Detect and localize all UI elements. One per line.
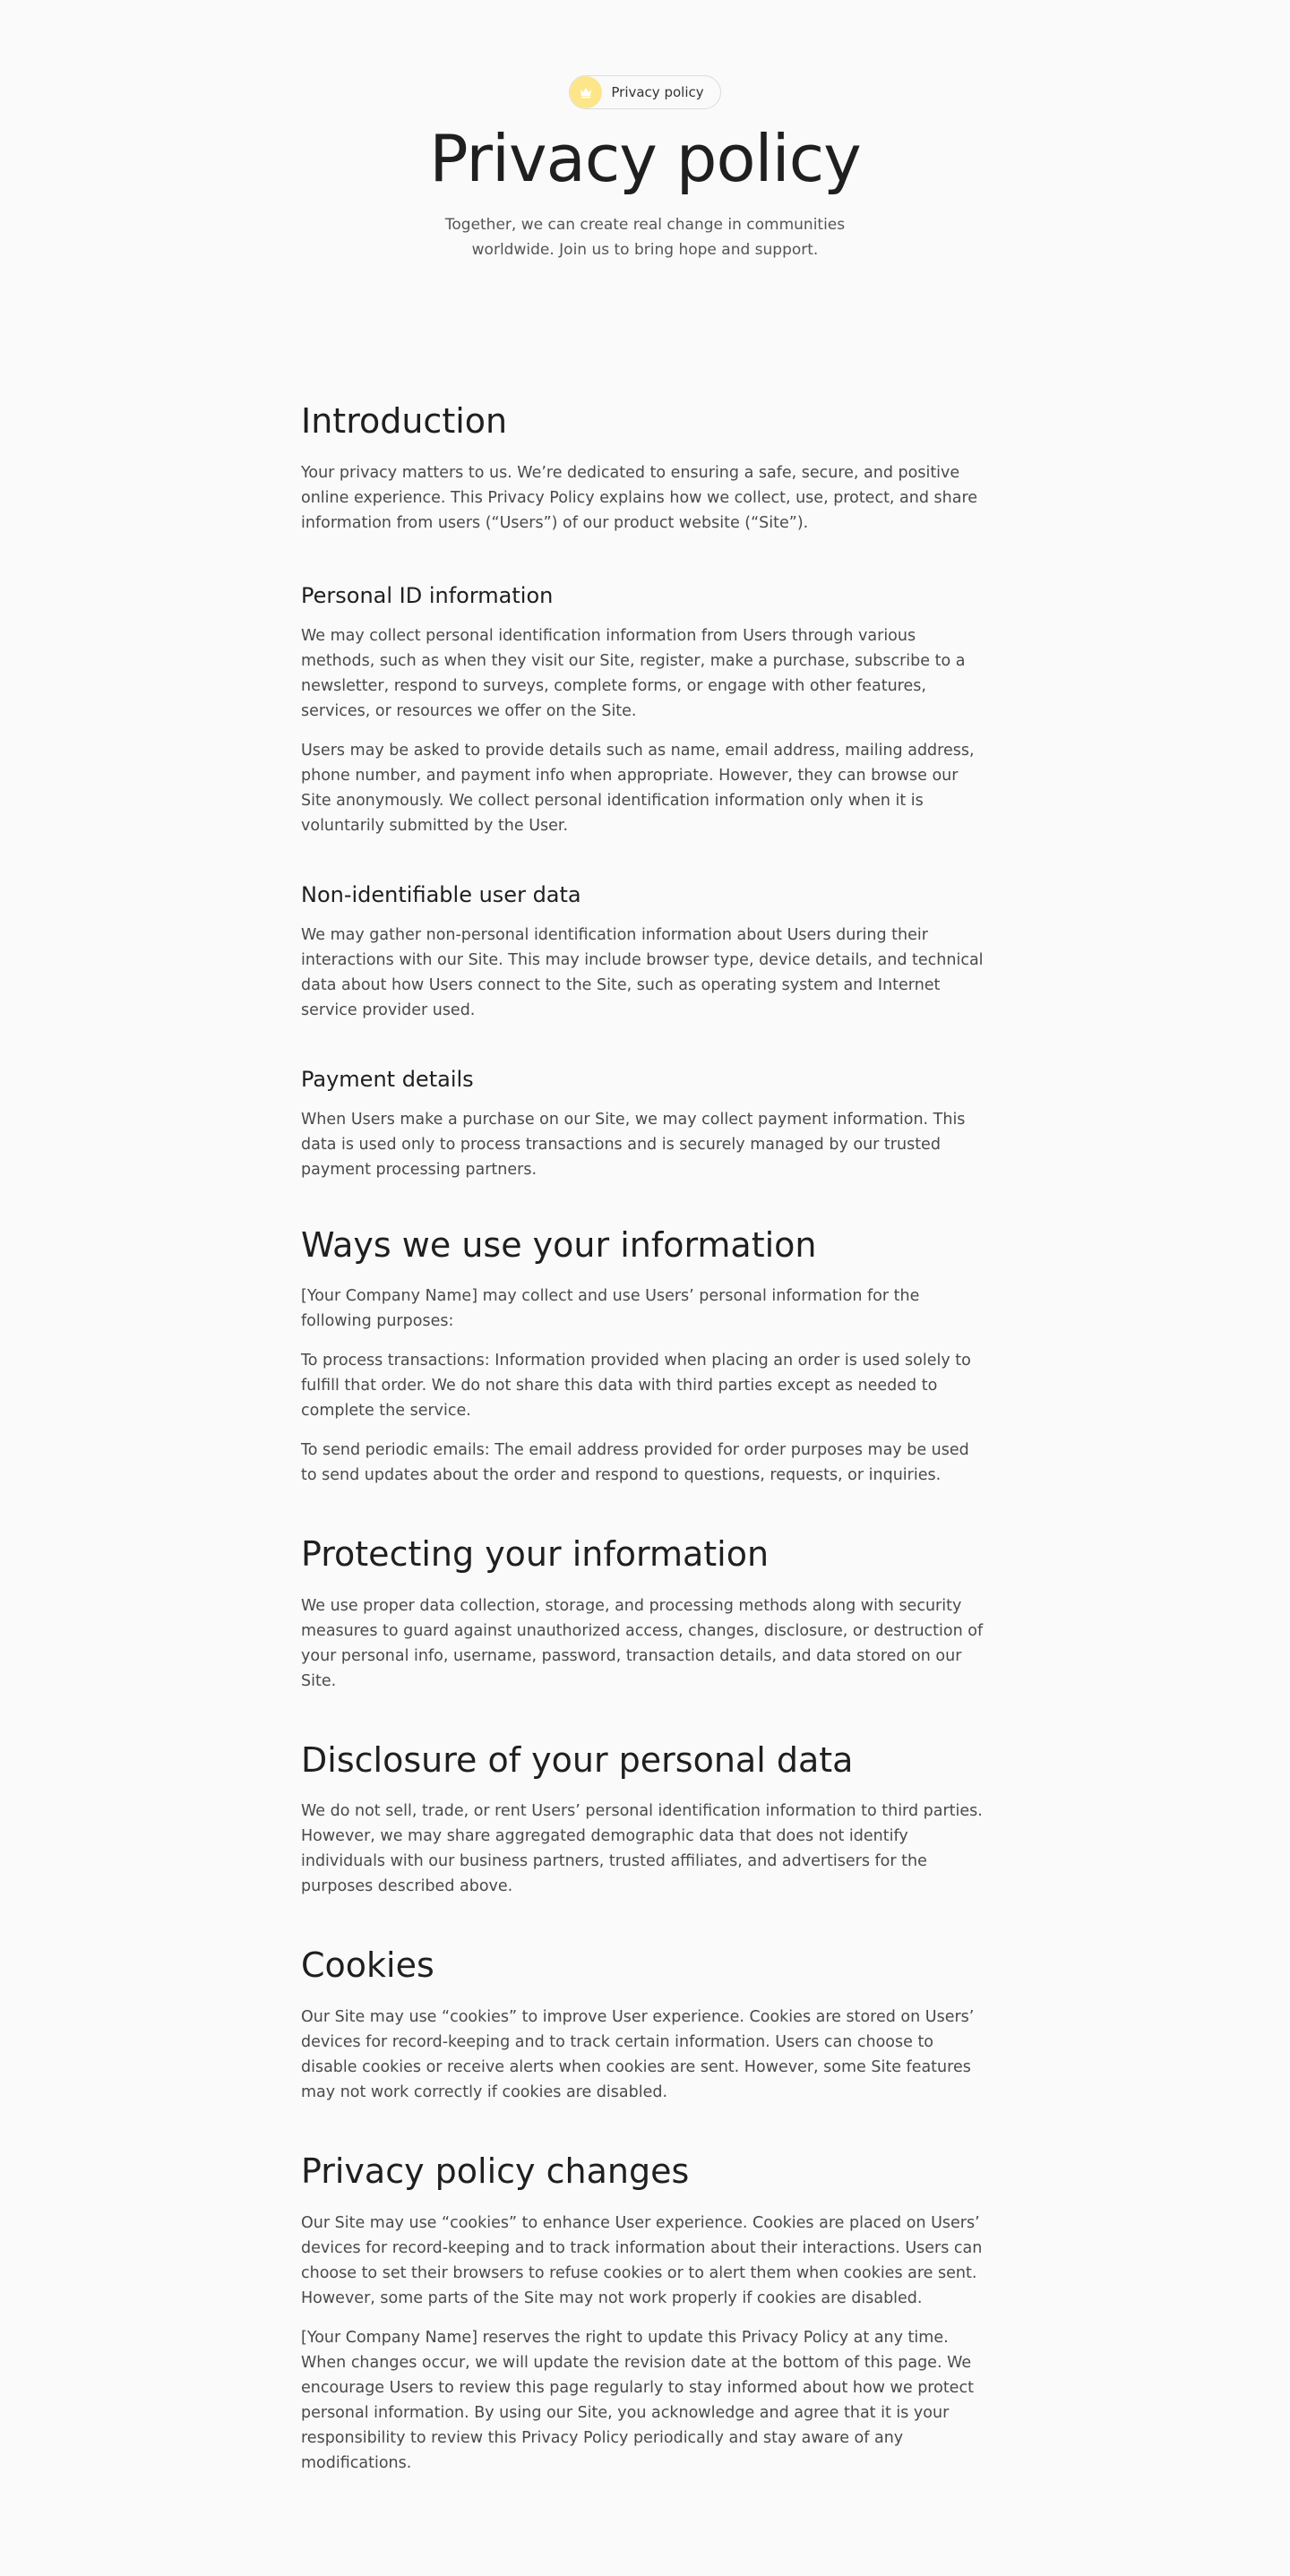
section-introduction (301, 401, 987, 536)
section-cookies (301, 1945, 987, 2105)
section-paragraph: We may gather non-personal identification information about Users during their interactions with our Site. This may include browser type, device details, and technical data about how Users connect to the Site, such as operating system and Internet service provider used. (301, 925, 984, 1019)
section-heading: Privacy policy changes (301, 2151, 690, 2191)
page-title: Privacy policy (429, 121, 861, 196)
subsection-heading: Non-identifiable user data (301, 881, 581, 907)
section-personal-id (301, 582, 987, 838)
section-paragraph: We may collect personal identification information from Users through various methods, such as when they visit our Site, register, make a purchase, subscribe to a newsletter, respond to surveys, complete forms, or engage with other features, services, or resources we offer on the Site. (301, 626, 966, 720)
section-paragraph: We use proper data collection, storage, and processing methods along with security measures to guard against unauthorized access, changes, disclosure, or destruction of your personal info, username, password, transaction details, and data stored on our Site. (301, 1596, 984, 1690)
section-changes (301, 2151, 987, 2476)
section-paragraph: Our Site may use “cookies” to improve User experience. Cookies are stored on Users’ devices for record-keeping and to track certain information. Users can choose to disable cookies or receive alerts when cookies are sent. However, some Site features may not work correctly if cookies are disabled. (301, 2007, 975, 2101)
policy-content (301, 358, 987, 2576)
subsection-heading: Payment details (301, 1066, 474, 1092)
section-paragraph: Our Site may use “cookies” to enhance User experience. Cookies are placed on Users’ devices for record-keeping and to track information about their interactions. Users can choose to set their browsers to refuse cookies or to alert them when cookies are sent. However, some parts of the Site may not work properly if cookies are disabled. (301, 2213, 983, 2307)
section-protecting (301, 1534, 987, 1694)
section-heading: Protecting your information (301, 1534, 770, 1575)
section-heading: Ways we use your information (301, 1224, 817, 1265)
section-payment (301, 1066, 987, 1182)
section-paragraph: When Users make a purchase on our Site, we may collect payment information. This data is used only to process transactions and is securely managed by our trusted payment processing partners. (301, 1110, 966, 1179)
section-paragraph: Users may be asked to provide details such as name, email address, mailing address, phone number, and payment info when appropriate. However, they can browse our Site anonymously. We collect personal identification information only when it is voluntarily submitted by the User. (301, 741, 975, 835)
section-paragraph: Your privacy matters to us. We’re dedicated to ensuring a safe, secure, and positive online experience. This Privacy Policy explains how we collect, use, protect, and share information from users (“Users”) of our product website (“Site”). (301, 463, 978, 532)
crown-icon (570, 76, 602, 108)
section-paragraph: We do not sell, trade, or rent Users’ personal identification information to third parties. However, we may share aggregated demographic data that does not identify individuals with our business partners, trusted affiliates, and advertisers for the purposes described above. (301, 1802, 983, 1896)
section-paragraph: [Your Company Name] may collect and use Users’ personal information for the following purposes: (301, 1287, 920, 1331)
badge-label: Privacy policy (611, 84, 704, 100)
section-ways (301, 1225, 987, 1489)
section-heading: Cookies (301, 1945, 434, 1986)
section-disclosure (301, 1740, 987, 1900)
page-subtitle: Together, we can create real change in communities worldwide. Join us to bring hope and support. (444, 215, 846, 259)
section-paragraph: To send periodic emails: The email address provided for order purposes may be used to send updates about the order and respond to questions, requests, or inquiries. (301, 1441, 969, 1485)
section-heading: Disclosure of your personal data (301, 1739, 854, 1780)
section-non-identifiable (301, 881, 987, 1023)
section-paragraph: [Your Company Name] reserves the right to update this Privacy Policy at any time. When changes occur, we will update the revision date at the bottom of this page. We encourage Users to review this page regularly to stay informed about how we protect personal information. By using our Site, you acknowledge and agree that it is your responsibility to review this Privacy Policy periodically and stay aware of any modifications. (301, 2328, 974, 2472)
subsection-heading: Personal ID information (301, 582, 554, 608)
hero (0, 0, 1290, 358)
page-badge (569, 75, 720, 109)
section-paragraph: To process transactions: Information provided when placing an order is used solely to fulfill that order. We do not share this data with third parties except as needed to complete the service. (301, 1352, 971, 1421)
section-heading: Introduction (301, 401, 508, 441)
